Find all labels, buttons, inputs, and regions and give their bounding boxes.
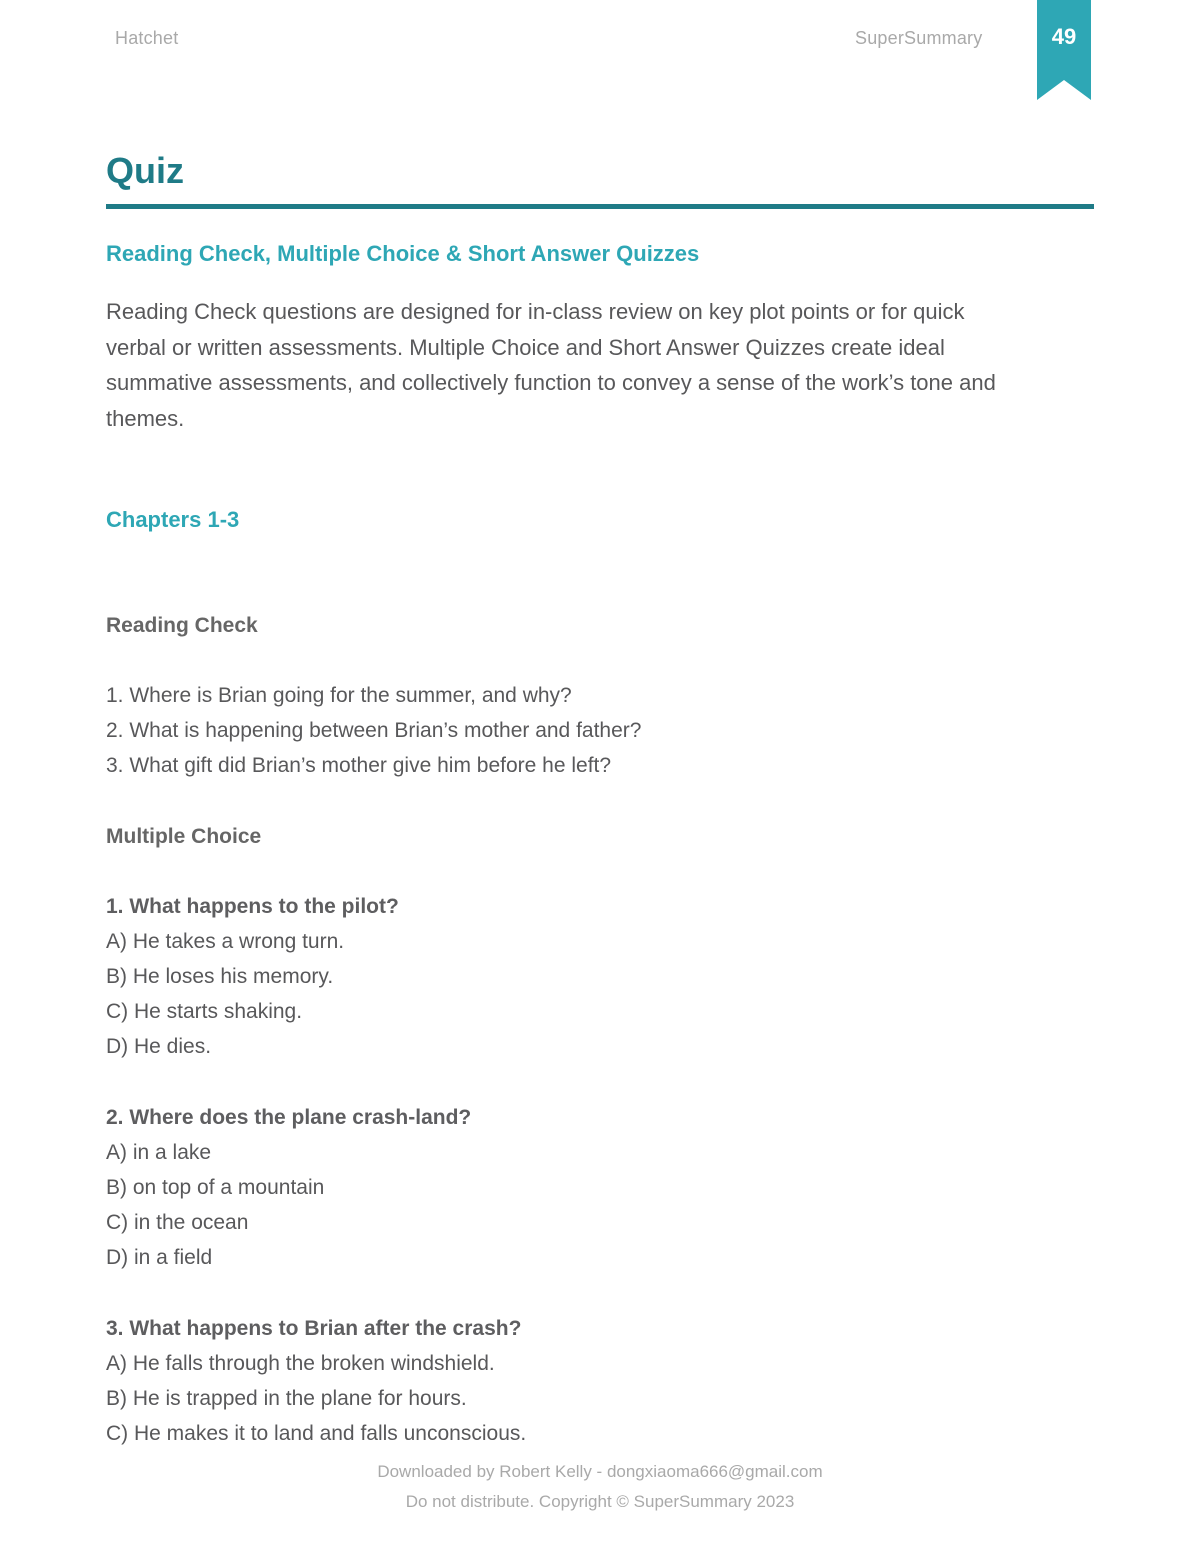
mc-option: C) He starts shaking. [106, 1000, 303, 1024]
mc-option: B) He loses his memory. [106, 965, 334, 989]
footer-downloaded-by: Downloaded by Robert Kelly - dongxiaoma666@gmail.com [377, 1462, 823, 1481]
mc-option: A) in a lake [106, 1140, 212, 1164]
mc-option: D) in a field [106, 1246, 213, 1270]
mc-question-block [106, 1100, 1094, 1276]
page-title: Quiz [106, 150, 184, 191]
page-subtitle: Reading Check, Multiple Choice & Short Answer Quizzes [106, 241, 700, 266]
mc-question: 1. What happens to the pilot? [106, 894, 399, 918]
mc-option: B) He is trapped in the plane for hours. [106, 1387, 467, 1411]
list-item: 2. What is happening between Brian’s mother and father? [106, 719, 642, 743]
mc-question-block [106, 1311, 1094, 1452]
mc-option: A) He takes a wrong turn. [106, 929, 345, 953]
intro-line: verbal or written assessments. Multiple Choice and Short Answer Quizzes create ideal [106, 334, 945, 360]
bookmark-ribbon-icon [1037, 0, 1091, 100]
header-brand: SuperSummary [855, 28, 983, 48]
mc-option: C) He makes it to land and falls unconscious. [106, 1422, 527, 1446]
mc-option: D) He dies. [106, 1035, 212, 1059]
footer-copyright: Do not distribute. Copyright © SuperSummary 2023 [405, 1492, 795, 1511]
title-divider [106, 204, 1094, 209]
mc-option: C) in the ocean [106, 1211, 249, 1235]
mc-option: A) He falls through the broken windshield. [106, 1351, 495, 1375]
header-book-title: Hatchet [115, 28, 179, 48]
mc-question-block [106, 889, 1094, 1065]
page-number: 49 [1051, 24, 1077, 49]
page-number-bookmark [1037, 0, 1091, 100]
mc-option: B) on top of a mountain [106, 1176, 325, 1200]
intro-line: themes. [106, 405, 185, 431]
reading-check-list [106, 678, 1094, 784]
mc-question: 3. What happens to Brian after the crash? [106, 1316, 522, 1340]
intro-paragraph [106, 294, 1094, 436]
list-item: 3. What gift did Brian’s mother give him before he left? [106, 754, 612, 778]
reading-check-heading: Reading Check [106, 614, 258, 637]
section-title: Chapters 1-3 [106, 507, 240, 532]
list-item: 1. Where is Brian going for the summer, and why? [106, 684, 572, 707]
multiple-choice-heading: Multiple Choice [106, 824, 262, 848]
intro-line: Reading Check questions are designed for in-class review on key plot points or for quick [106, 299, 965, 324]
page-content [106, 148, 1094, 1451]
mc-question: 2. Where does the plane crash-land? [106, 1105, 472, 1129]
intro-line: summative assessments, and collectively function to convey a sense of the work’s tone and [106, 370, 996, 395]
